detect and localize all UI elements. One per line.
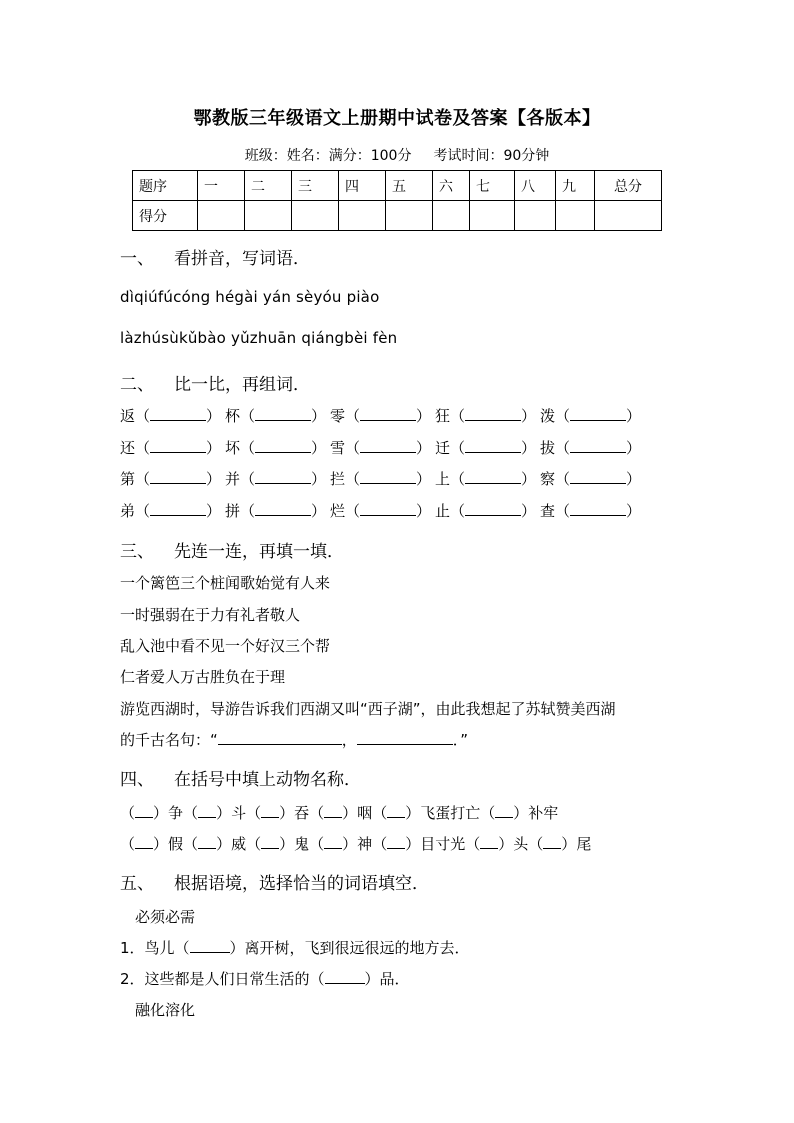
char: 斗 (231, 804, 247, 822)
score-cell[interactable] (339, 201, 386, 231)
char: 飞蛋打亡 (420, 804, 481, 822)
header-cell: 五 (386, 171, 433, 201)
answer-blank[interactable] (150, 471, 206, 484)
header-cell: 四 (339, 171, 386, 201)
section-number: 五、 (120, 874, 154, 894)
header-cell: 九 (556, 171, 595, 201)
question-text: 2．这些都是人们日常生活的（ (120, 970, 325, 988)
score-table-row (133, 201, 662, 231)
answer-blank[interactable] (150, 440, 206, 453)
answer-blank[interactable] (480, 836, 498, 849)
section-number: 二、 (120, 375, 154, 395)
score-cell[interactable] (198, 201, 245, 231)
char: 坏 (225, 439, 241, 457)
score-cell[interactable] (245, 201, 292, 231)
score-table-header (133, 171, 662, 201)
question-text: 1．鸟儿（ (120, 939, 190, 957)
quote-comma: ， (341, 731, 357, 749)
answer-blank[interactable] (495, 805, 513, 818)
header-cell: 七 (470, 171, 515, 201)
pinyin-line-1: dìqiúfúcóng hégài yán sèyóu piào (120, 288, 380, 306)
answer-blank[interactable] (324, 836, 342, 849)
score-cell[interactable] (386, 201, 433, 231)
answer-blank[interactable] (360, 471, 416, 484)
connect-line-4: 仁者爱人万古胜负在于理 (120, 668, 286, 686)
section-number: 三、 (120, 542, 154, 562)
animal-row-2: （ ）假（ ）威（ ）鬼（ ）神（ ）目寸光（ ）头（ ）尾 (120, 835, 592, 853)
char: 并 (225, 470, 241, 488)
char: 争 (168, 804, 184, 822)
char: 第 (120, 470, 136, 488)
answer-blank[interactable] (135, 805, 153, 818)
char: 补牢 (528, 804, 559, 822)
word-pair-2: 融化溶化 (135, 1001, 196, 1019)
score-cell[interactable] (470, 201, 515, 231)
answer-blank[interactable] (357, 732, 453, 745)
answer-blank[interactable] (465, 503, 521, 516)
header-cell: 八 (515, 171, 556, 201)
context-question-1 (120, 937, 470, 958)
answer-blank[interactable] (465, 471, 521, 484)
answer-blank[interactable] (360, 503, 416, 516)
section-number: 四、 (120, 770, 154, 790)
quote-suffix: ．” (452, 731, 469, 749)
section-title: 根据语境，选择恰当的词语填空． (174, 874, 429, 894)
page-title: 鄂教版三年级语文上册期中试卷及答案【各版本】 (193, 108, 601, 129)
score-cell[interactable] (556, 201, 595, 231)
answer-blank[interactable] (255, 471, 311, 484)
answer-blank[interactable] (387, 805, 405, 818)
section-4-heading (120, 765, 361, 790)
context-question-2 (120, 968, 410, 989)
animal-row-1: （ ）争（ ）斗（ ）吞（ ）咽（ ）飞蛋打亡（ ）补牢 (120, 804, 559, 822)
answer-blank[interactable] (570, 408, 626, 421)
char: 上 (435, 470, 451, 488)
answer-blank[interactable] (387, 836, 405, 849)
answer-blank[interactable] (150, 503, 206, 516)
section-3-heading (120, 537, 344, 562)
compare-row-1: 返（ ） 杯（ ） 零（ ） 狂（ ） 泼（ ） (120, 407, 642, 425)
header-cell: 三 (292, 171, 339, 201)
exam-info (0, 145, 794, 165)
char: 威 (231, 835, 247, 853)
question-text: ）离开树，飞到很远很远的地方去． (229, 939, 470, 957)
answer-blank[interactable] (261, 805, 279, 818)
char: 止 (435, 502, 451, 520)
char: 神 (357, 835, 373, 853)
answer-blank[interactable] (570, 471, 626, 484)
compare-row-2: 还（ ） 坏（ ） 雪（ ） 迁（ ） 拔（ ） (120, 439, 642, 457)
char: 零 (330, 407, 346, 425)
char: 目寸光 (420, 835, 466, 853)
score-cell[interactable] (292, 201, 339, 231)
connect-line-1: 一个篱笆三个桩闻歌始觉有人来 (120, 574, 331, 592)
char: 尾 (576, 835, 592, 853)
answer-blank[interactable] (255, 503, 311, 516)
char: 鬼 (294, 835, 310, 853)
answer-blank[interactable] (218, 732, 342, 745)
section-title: 看拼音，写词语． (174, 249, 310, 269)
char: 泼 (540, 407, 556, 425)
answer-blank[interactable] (543, 836, 561, 849)
connect-line-6 (120, 729, 468, 750)
time-info: 考试时间：90分钟 (433, 148, 550, 164)
section-number: 一、 (120, 249, 154, 269)
header-cell: 总分 (595, 171, 662, 201)
answer-blank[interactable] (261, 836, 279, 849)
char: 吞 (294, 804, 310, 822)
answer-blank[interactable] (360, 440, 416, 453)
char: 雪 (330, 439, 346, 457)
connect-line-2: 一时强弱在于力有礼者敬人 (120, 606, 301, 624)
header-cell: 题序 (133, 171, 198, 201)
compare-row-3: 第（ ） 并（ ） 拦（ ） 上（ ） 察（ ） (120, 470, 642, 488)
section-title: 比一比，再组词． (174, 375, 310, 395)
char: 返 (120, 407, 136, 425)
answer-blank[interactable] (255, 440, 311, 453)
connect-line-3: 乱入池中看不见一个好汉三个帮 (120, 637, 331, 655)
char: 烂 (330, 502, 346, 520)
char: 头 (513, 835, 529, 853)
score-cell[interactable] (595, 201, 662, 231)
score-table (132, 170, 662, 231)
question-text: ）品． (364, 970, 410, 988)
section-1-heading (120, 244, 310, 269)
word-pair-1: 必须必需 (135, 908, 196, 926)
connect-line-5: 游览西湖时，导游告诉我们西湖又叫“西子湖”，由此我想起了苏轼赞美西湖 (120, 700, 616, 718)
char: 弟 (120, 502, 136, 520)
score-cell[interactable] (515, 201, 556, 231)
header-cell: 一 (198, 171, 245, 201)
answer-blank[interactable] (570, 440, 626, 453)
pinyin-line-2: làzhúsùkǔbào yǔzhuān qiángbèi fèn (120, 329, 398, 347)
char: 假 (168, 835, 184, 853)
section-2-heading (120, 370, 310, 395)
answer-blank[interactable] (190, 940, 230, 953)
section-title: 在括号中填上动物名称． (174, 770, 361, 790)
answer-blank[interactable] (465, 408, 521, 421)
header-cell: 二 (245, 171, 292, 201)
answer-blank[interactable] (465, 440, 521, 453)
char: 查 (540, 502, 556, 520)
answer-blank[interactable] (324, 805, 342, 818)
char: 还 (120, 439, 136, 457)
answer-blank[interactable] (150, 408, 206, 421)
char: 拼 (225, 502, 241, 520)
char: 杯 (225, 407, 241, 425)
class-info: 班级：姓名：满分：100分 (244, 148, 412, 164)
answer-blank[interactable] (570, 503, 626, 516)
answer-blank[interactable] (135, 836, 153, 849)
header-cell: 六 (433, 171, 470, 201)
char: 狂 (435, 407, 451, 425)
score-cell[interactable] (433, 201, 470, 231)
section-5-heading (120, 869, 429, 894)
answer-blank[interactable] (198, 805, 216, 818)
row-label: 得分 (133, 201, 198, 231)
char: 咽 (357, 804, 373, 822)
answer-blank[interactable] (360, 408, 416, 421)
answer-blank[interactable] (198, 836, 216, 849)
compare-row-4: 弟（ ） 拼（ ） 烂（ ） 止（ ） 查（ ） (120, 502, 642, 520)
section-title: 先连一连，再填一填． (174, 542, 344, 562)
quote-prefix: 的千古名句：“ (120, 731, 218, 749)
answer-blank[interactable] (325, 971, 365, 984)
answer-blank[interactable] (255, 408, 311, 421)
char: 迁 (435, 439, 451, 457)
char: 拔 (540, 439, 556, 457)
char: 拦 (330, 470, 346, 488)
char: 察 (540, 470, 556, 488)
